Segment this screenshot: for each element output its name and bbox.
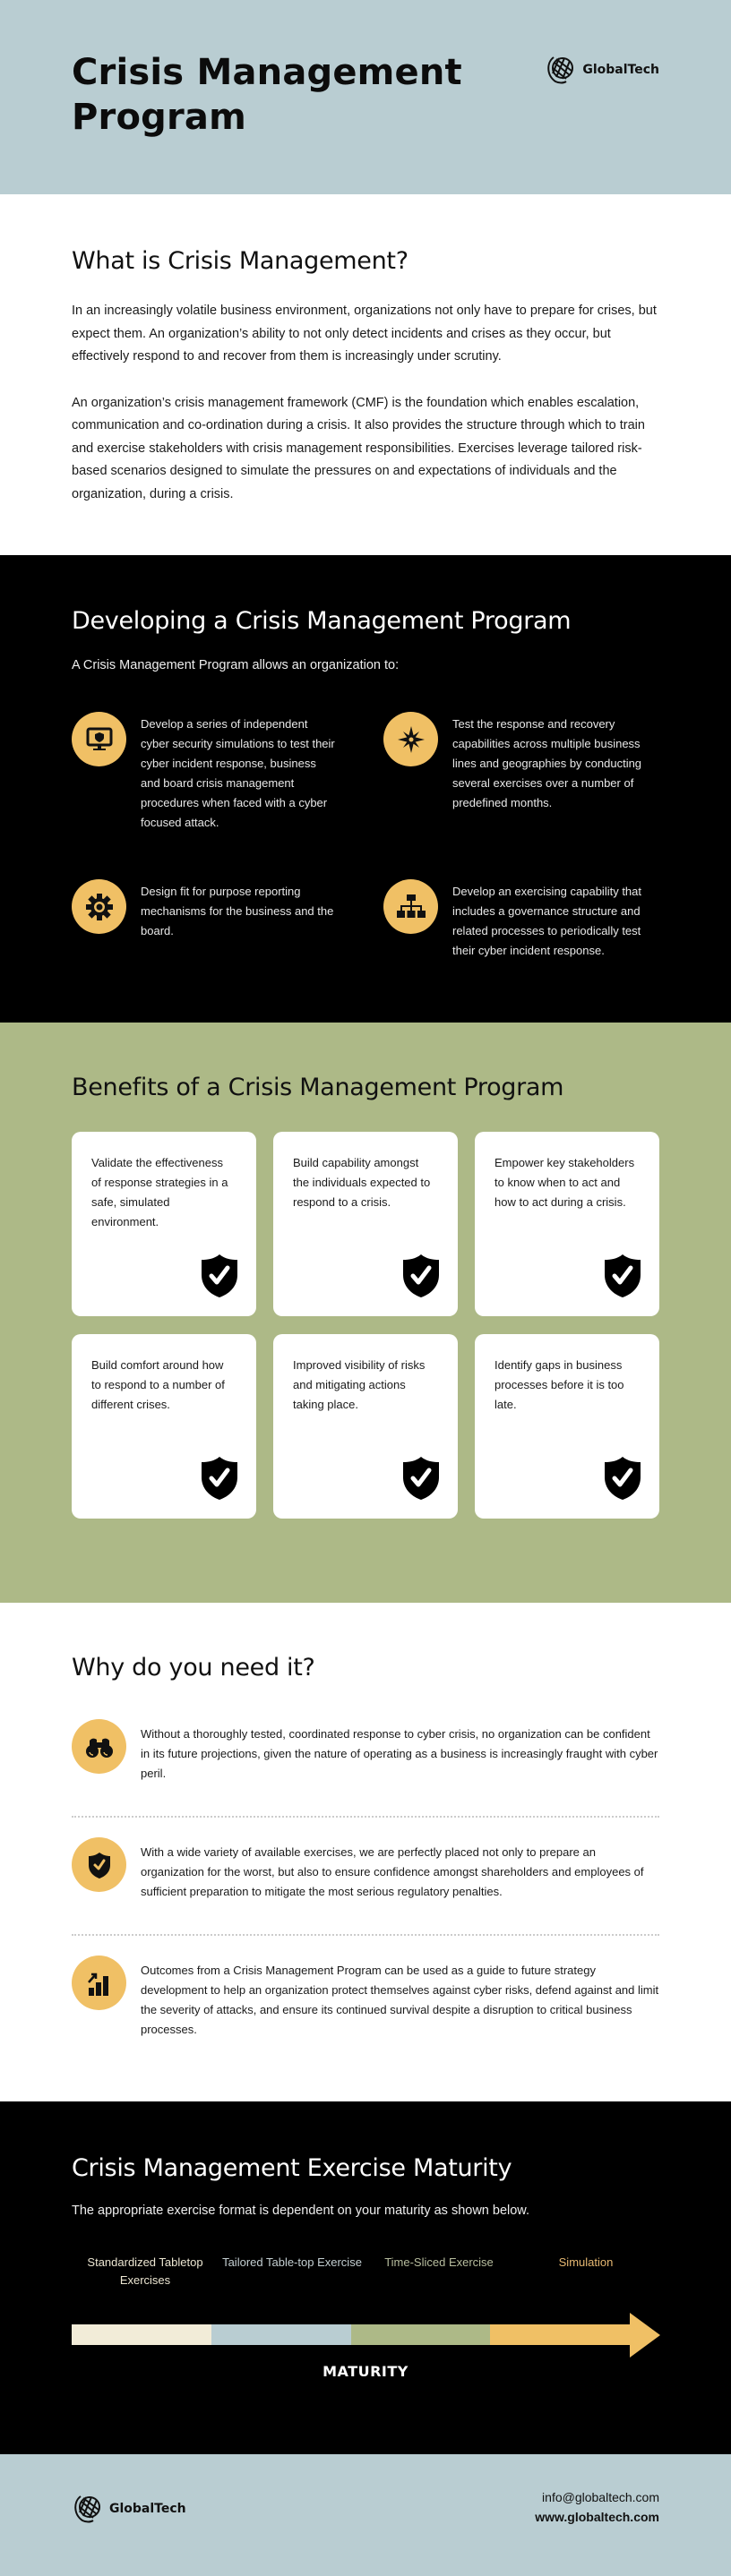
stage-bar-segment [211,2324,351,2345]
email-link[interactable]: info@globaltech.com [542,2490,659,2504]
reason-item [72,1818,659,1936]
shield-check-icon [201,1456,238,1501]
section-lead: A Crisis Management Program allows an organization to: [72,658,400,672]
shield-check-icon [72,1837,126,1892]
reason-item [72,1699,659,1818]
header-section [0,0,731,194]
monitor-shield-icon [72,712,126,766]
benefit-text: Build comfort around how to respond to a number of different crises. [91,1358,225,1411]
capability-text: Develop an exercising capability that includes a governance structure and related processes to periodically test their cyber incident response. [452,885,642,957]
benefit-text: Improved visibility of risks and mitigating actions taking place. [293,1358,426,1411]
stage-bar-segment [351,2324,491,2345]
stage-bar-segment [490,2324,630,2345]
footer-brand-logo[interactable] [72,2493,186,2525]
benefits-section [0,1023,731,1603]
capability-text: Develop a series of independent cyber security simulations to test their cyber incident response, business and board crisis management procedures when faced with a cyber focused attack. [141,717,335,829]
contact-info [535,2487,659,2527]
stage-bar-segment [72,2324,211,2345]
section-title: What is Crisis Management? [72,247,408,275]
capability-item [72,879,383,961]
arrow-head-icon [630,2313,660,2358]
section-lead: The appropriate exercise format is dependent on your maturity as shown below. [72,2204,529,2218]
maturity-section [0,2101,731,2454]
shield-check-icon [402,1456,440,1501]
compass-star-icon [383,712,438,766]
what-section [0,194,731,555]
section-title: Developing a Crisis Management Program [72,607,572,635]
why-section [0,1603,731,2101]
org-chart-icon [383,879,438,934]
benefit-text: Identify gaps in business processes before it is too late. [494,1358,624,1411]
shield-check-icon [604,1456,641,1501]
benefit-card [475,1132,659,1316]
growth-chart-icon [72,1956,126,2010]
gear-icon [72,879,126,934]
capabilities-grid [72,712,659,961]
developing-section [0,555,731,1023]
benefit-card [72,1132,256,1316]
page-title: Crisis Management Program [72,52,462,138]
benefit-card [273,1132,458,1316]
reason-text: Without a thoroughly tested, coordinated response to cyber crisis, no organization can be confident in its future projections, given the nature of operating as a business is increasingly fraught with cyber peril. [141,1727,658,1780]
maturity-axis-label: MATURITY [322,2363,408,2380]
maturity-stages [72,2254,659,2289]
benefit-text: Empower key stakeholders to know when to act and how to act during a crisis. [494,1156,635,1209]
brand-name: GlobalTech [582,63,659,77]
benefit-card [475,1334,659,1519]
capability-text: Design fit for purpose reporting mechanisms for the business and the board. [141,885,334,937]
section-title: Crisis Management Exercise Maturity [72,2154,512,2182]
benefit-text: Build capability amongst the individuals expected to respond to a crisis. [293,1156,431,1209]
stage-label: Simulation [558,2255,614,2269]
brand-name: GlobalTech [109,2502,186,2516]
shield-check-icon [604,1254,641,1298]
footer-section [0,2454,731,2576]
benefits-grid [72,1132,659,1519]
reason-text: Outcomes from a Crisis Management Program can be used as a guide to future strategy development to help an organization protect themselves against cyber risks, defend against and limit the severity of attacks, and ensure its continued survival despite a disruption to critical business processes. [141,1964,659,2036]
shield-check-icon [402,1254,440,1298]
benefit-text: Validate the effectiveness of response strategies in a safe, simulated environment. [91,1156,228,1228]
section-title: Why do you need it? [72,1654,315,1682]
capability-item [383,712,659,833]
reason-text: With a wide variety of available exercises, we are perfectly placed not only to prepare an organization for the worst, but also to ensure confidence amongst shareholders and employees of sufficient preparation to mitigate the most serious regulatory penalties. [141,1845,644,1898]
binoculars-icon [72,1719,126,1774]
stage-label: Tailored Table-top Exercise [222,2255,362,2269]
benefit-card [72,1334,256,1519]
globe-icon [72,2493,104,2525]
capability-item [383,879,659,961]
section-title: Benefits of a Crisis Management Program [72,1074,564,1101]
maturity-arrow [72,2313,659,2358]
paragraph: An organization’s crisis management framework (CMF) is the foundation which enables escalation, communication and co-ordination during a crisis. It also provides the structure through which to train and exercise stakeholders with crisis management responsibilities. Exercises leverage tailored risk-based scenarios designed to simulate the pressures on and expectations of individuals and the organization, during a crisis. [72,395,645,501]
reason-item [72,1936,659,2072]
stage-label: Time-Sliced Exercise [384,2255,494,2269]
benefit-card [273,1334,458,1519]
stage-label: Standardized Tabletop Exercises [87,2255,203,2287]
brand-logo[interactable] [545,54,659,86]
capability-item [72,712,383,833]
shield-check-icon [201,1254,238,1298]
globe-icon [545,54,577,86]
paragraph: In an increasingly volatile business environment, organizations not only have to prepare for crises, but expect them. An organization’s ability to not only detect incidents and crises as they occur, but effectively respond to and recover from them is increasingly under scrutiny. [72,304,657,364]
capability-text: Test the response and recovery capabilities across multiple business lines and geographies by conducting several exercises over a number of predefined months. [452,717,642,809]
website-link[interactable]: www.globaltech.com [535,2510,659,2524]
